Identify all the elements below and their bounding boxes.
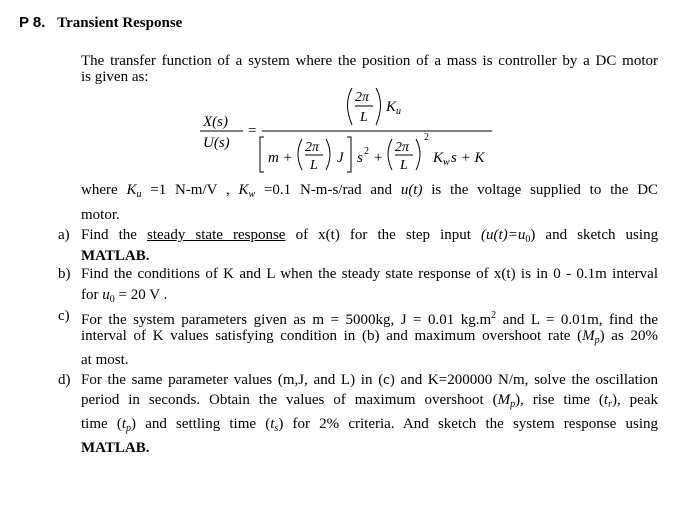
den-paren2-right xyxy=(416,139,420,170)
question-a-label: a) xyxy=(58,227,70,243)
problem-title: Transient Response xyxy=(57,15,183,31)
problem-number: P 8. xyxy=(19,14,46,31)
den-s-plus-K: s + K xyxy=(451,150,485,166)
question-c-line-2: interval of K values satisfying condition in (b) and maximum overshoot rate $(M_p)$ as 20% xyxy=(81,328,658,346)
den-paren2-left xyxy=(388,139,392,170)
den-left-bracket xyxy=(260,137,264,172)
question-c-label: c) xyxy=(58,308,70,324)
den-m-plus: m + xyxy=(268,150,293,166)
intro-line-2: is given as: xyxy=(81,69,149,85)
den-Kw-sub: w xyxy=(443,157,450,168)
den-paren1-right xyxy=(326,139,330,170)
question-c-line-1: For the system parameters given as m = 5000kg, J = 0.01 $kg.m^2$ and L = 0.01m, find the xyxy=(81,310,658,328)
den-L-1: L xyxy=(310,158,318,173)
question-d-label: d) xyxy=(58,372,71,388)
question-d-line-4: MATLAB. xyxy=(81,440,150,456)
question-d-line-3: time $(t_p)$ and settling time $(t_s)$ for 2% criteria. And sketch the system response using xyxy=(81,416,658,434)
question-a-line-1: Find the steady state response of x(t) for the step input $(u(t)=u_0)$ and sketch using xyxy=(81,227,659,245)
question-d-line-2: period in seconds. Obtain the values of maximum overshoot $(M_p)$, rise time $(t_r)$, peak xyxy=(81,392,658,410)
num-Ku: K xyxy=(386,99,397,115)
question-a-line-2: MATLAB. xyxy=(81,248,150,264)
num-two-pi: 2π xyxy=(355,90,370,105)
num-right-paren xyxy=(376,88,381,125)
question-b-line-1: Find the conditions of K and L when the steady state response of x(t) is in 0 - 0.1m interval xyxy=(81,266,658,282)
lhs-denominator: U(s) xyxy=(203,135,230,151)
den-L-2: L xyxy=(400,158,408,173)
question-b-label: b) xyxy=(58,266,71,282)
den-J: J xyxy=(337,150,344,166)
den-paren2-sq: 2 xyxy=(424,132,429,143)
den-paren1-left xyxy=(298,139,302,170)
den-two-pi-1: 2π xyxy=(305,140,320,155)
den-Kw: K xyxy=(433,150,444,166)
num-Ku-sub: u xyxy=(396,106,401,117)
where-line-2: motor. xyxy=(81,207,120,223)
where-line-1: where $K_u =1$ N-m/V , $K_w =0.1$ N-m-s/rad and u(t) is the voltage supplied to the DC xyxy=(81,182,659,200)
transfer-function-equation xyxy=(0,0,686,185)
lhs-numerator: X(s) xyxy=(203,114,228,130)
question-d-line-1: For the same parameter values (m,J, and L) in (c) and K=200000 N/m, solve the oscillation xyxy=(81,372,658,388)
den-right-bracket xyxy=(347,137,351,172)
num-left-paren xyxy=(348,88,353,125)
question-c-line-3: at most. xyxy=(81,352,129,368)
den-s: s xyxy=(357,150,363,166)
den-s-sq: 2 xyxy=(364,146,369,157)
question-b-line-2: for $u_0 = 20$ V . xyxy=(81,287,168,305)
intro-line-1: The transfer function of a system where the position of a mass is controller by a DC motor xyxy=(81,53,658,69)
num-L: L xyxy=(360,110,368,125)
den-plus: + xyxy=(374,150,383,166)
equals-sign: = xyxy=(248,123,257,139)
den-two-pi-2: 2π xyxy=(395,140,410,155)
